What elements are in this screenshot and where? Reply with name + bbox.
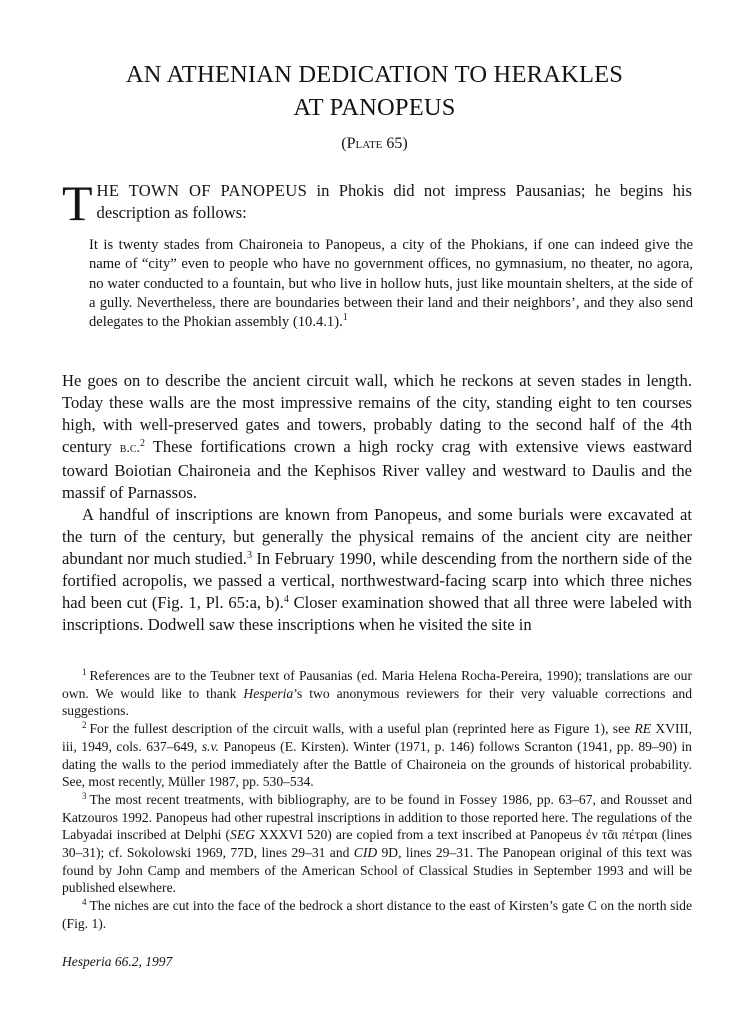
footnotes xyxy=(62,667,692,933)
footnote-text: Panopeus (E. Kirsten). Winter (1971, p. 146) follows Scranton (1941, pp. 89–90) in dating the walls to the period immediately after the Battle of Chaironeia on the grounds of historical probability. See, most recently, Müller 1987, pp. 530–534. xyxy=(62,738,692,790)
paragraph-3-text-b: In February 1990, while descending from the northern side of the fortified acropolis, we passed a vertical, northwestward-facing scarp into which three niches had been cut (Fig. 1, Pl. 65:a, b). xyxy=(62,549,693,612)
paragraph-3 xyxy=(62,504,692,636)
footnote-text: References are to the Teubner text of Pausanias (ed. Maria Helena Rocha-Pereira, 1990); translations are our own. We would like to thank xyxy=(62,668,692,701)
footnote-1 xyxy=(62,667,692,720)
footnote-text: ’s two anonymous reviewers for their very valuable corrections and suggestions. xyxy=(62,685,692,719)
footnote-text: XVIII, iii, 1949, cols. 637–649, xyxy=(62,721,692,754)
footnote-text: For the fullest description of the circuit walls, with a useful plan (reprinted here as Figure 1), see xyxy=(89,721,635,737)
footnote-2 xyxy=(62,720,692,791)
drop-cap: T xyxy=(62,175,93,231)
paragraph-2 xyxy=(62,370,692,504)
intro-paragraph xyxy=(62,175,692,231)
plate-reference: (Plate 65) xyxy=(341,135,408,152)
title-line-2: AT PANOPEUS xyxy=(293,94,456,121)
italic-abbrev: RE xyxy=(634,721,652,737)
paragraph-2-text-b: These fortifications crown a high rocky crag with extensive views eastward toward Boiotian Chaironeia and the Kephisos River valley and westward to Daulis and the massif of Parnassos. xyxy=(62,437,692,502)
footnote-ref-1[interactable]: 1 xyxy=(342,312,348,324)
intro-text: in Phokis did not impress Pausanias; he begins his description as follows: xyxy=(96,181,692,222)
footnote-ref-3[interactable]: 3 xyxy=(246,550,252,561)
footnote-number: 4 xyxy=(82,897,87,908)
quote-text: It is twenty stades from Chaironeia to Panopeus, a city of the Phokians, if one can indeed give the name of “city” even to people who have no government offices, no gymnasium, no theater, no agora, no water conducted to a fountain, but who live in hollow huts, just like mountain shelters, at the side of a gully. Nevertheless, there are boundaries between their land and their neighbors’, and they also send delegates to the Phokian assembly (10.4.1). xyxy=(89,237,693,331)
main-text xyxy=(62,370,692,636)
block-quote xyxy=(89,236,693,332)
footnote-number: 1 xyxy=(82,667,87,677)
footnote-number: 2 xyxy=(82,720,87,731)
italic-abbrev: SEG xyxy=(230,827,255,843)
footnote-text: The most recent treatments, with bibliography, are to be found in Fossey 1986, pp. 63–67, and Rousset and Katzouros 1992. Panopeus had other rupestral inscriptions in addition to those reported here. The regulations of the Labyadai inscribed at Delphi ( xyxy=(62,791,692,843)
italic-abbrev: s.v. xyxy=(201,738,219,754)
italic-abbrev: CID xyxy=(353,845,378,861)
footnote-4 xyxy=(62,897,692,932)
footnote-text: XXXVI 520) are copied from a text inscribed at Panopeus ἐν τᾶι πέτραι (lines 30–31); cf. Sokolowski 1969, 77D, lines 29–31 and xyxy=(62,827,692,861)
paragraph-2-text-a: He goes on to describe the ancient circuit wall, which he reckons at seven stades in length. Today these walls are the most impressive remains of the city, standing eight to ten courses high, with well-preserved gates and towers, probably dating to the second half of the 4th century xyxy=(62,371,692,456)
article-title xyxy=(60,58,689,124)
era-abbrev: b.c. xyxy=(119,441,141,456)
journal-citation: Hesperia 66.2, 1997 xyxy=(62,954,173,969)
footnote-text: 9D, lines 29–31. The Panopean original of this text was found by John Camp and members of the American School of Classical Studies in September 1993 and will be published elsewhere. xyxy=(62,845,693,896)
journal-title: Hesperia xyxy=(243,685,294,701)
footnote-3 xyxy=(62,791,692,897)
intro-caps: HE TOWN OF PANOPEUS xyxy=(96,181,308,200)
paragraph-3-text-a: A handful of inscriptions are known from Panopeus, and some burials were excavated at the turn of the century, but generally the physical remains of the ancient city are neither abundant nor much studied. xyxy=(62,505,692,568)
footnote-ref-4[interactable]: 4 xyxy=(283,594,289,605)
footnote-text: The niches are cut into the face of the bedrock a short distance to the east of Kirsten’s gate C on the north side (Fig. 1). xyxy=(62,898,692,931)
footnote-ref-2[interactable]: 2 xyxy=(140,438,146,449)
footnote-number: 3 xyxy=(82,790,87,801)
paragraph-3-text-c: Closer examination showed that all three were labeled with inscriptions. Dodwell saw these inscriptions when he visited the site in xyxy=(62,593,692,634)
title-line-1: AN ATHENIAN DEDICATION TO HERAKLES xyxy=(125,61,624,88)
